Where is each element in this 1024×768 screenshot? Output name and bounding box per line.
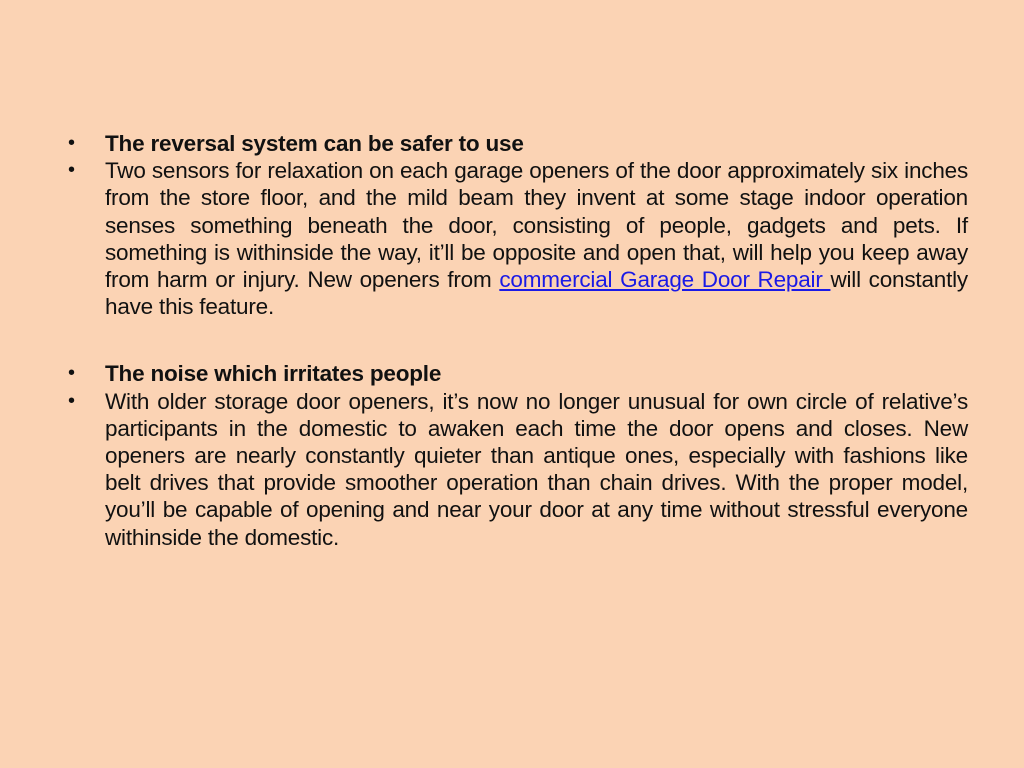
bullet-icon: • — [68, 389, 76, 412]
section-gap — [68, 320, 968, 360]
bullet-body-reversal — [68, 157, 968, 320]
bullet-heading-reversal — [68, 130, 968, 157]
commercial-garage-door-repair-link[interactable]: commercial Garage Door Repair — [499, 267, 831, 293]
paragraph-text-before-link: Two sensors for relaxation on each garage openers of the door approximately six inches from the store floor, and the mild beam they invent at some stage indoor operation senses something beneath the door, consisting of people, gadgets and pets. If something is withinside the way, it’ll be opposite and open that, will help you keep away from harm or injury. New openers from — [105, 158, 968, 293]
slide-content — [68, 130, 968, 551]
bullet-icon: • — [68, 362, 76, 385]
paragraph-noise: With older storage door openers, it’s now no longer unusual for own circle of relative’s participants in the domestic to awaken each time the door opens and closes. New openers are nearly constantly quieter than antique ones, especially with fashions like belt drives that provide smoother operation than chain drives. With the proper model, you’ll be capable of opening and near your door at any time without stressful everyone withinside the domestic. — [105, 388, 968, 550]
heading-reversal-system: The reversal system can be safer to use — [105, 131, 524, 156]
heading-noise: The noise which irritates people — [105, 361, 442, 387]
bullet-heading-noise — [68, 360, 968, 387]
bullet-icon: • — [68, 159, 76, 182]
bullet-body-noise — [68, 388, 968, 551]
paragraph-reversal-system — [105, 157, 968, 320]
paragraph-text-after-link: will constantly have this feature. — [105, 267, 968, 320]
bullet-icon: • — [68, 132, 76, 154]
